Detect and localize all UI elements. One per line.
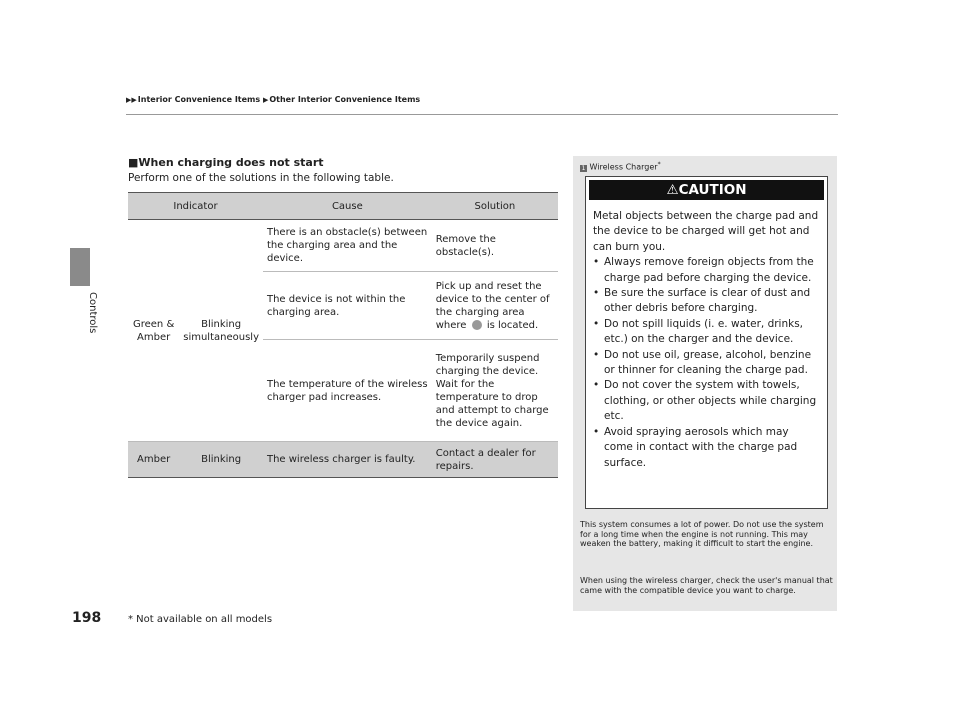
solution-cell: Pick up and reset the device to the center of the charging area where is located. bbox=[432, 272, 558, 340]
table-header-row bbox=[128, 193, 558, 220]
caution-item: • Do not cover the system with towels, clothing, or other objects while charging etc. bbox=[593, 378, 819, 424]
caution-banner: ⚠CAUTION bbox=[589, 180, 824, 200]
indicator-state-cell: Blinking simultaneously bbox=[179, 220, 263, 442]
solutions-table bbox=[128, 192, 558, 478]
indicator-color-cell: Amber bbox=[128, 442, 179, 478]
breadcrumb-item-interior[interactable]: Interior Convenience Items bbox=[137, 95, 261, 104]
caution-body bbox=[586, 203, 827, 471]
reference-icon: 1 bbox=[581, 164, 586, 172]
breadcrumb-arrow-icon: ▶ bbox=[262, 96, 269, 104]
header-divider bbox=[126, 114, 838, 115]
caution-item: • Always remove foreign objects from the charge pad before charging the device. bbox=[593, 255, 819, 286]
caution-item: • Do not spill liquids (i. e. water, drinks, etc.) on the charger and the device. bbox=[593, 317, 819, 348]
header-solution: Solution bbox=[432, 193, 558, 220]
square-bullet-icon: ■ bbox=[128, 156, 139, 169]
caution-box bbox=[585, 176, 828, 509]
solution-cell: Remove the obstacle(s). bbox=[432, 220, 558, 272]
warning-icon: ⚠ bbox=[666, 182, 679, 198]
manual-note: When using the wireless charger, check the user's manual that came with the compatible device you want to charge. bbox=[580, 576, 833, 595]
caution-list bbox=[593, 255, 819, 471]
header-cause: Cause bbox=[263, 193, 432, 220]
caution-item: • Be sure the surface is clear of dust and other debris before charging. bbox=[593, 286, 819, 317]
table-row bbox=[128, 220, 558, 272]
section-heading: ■When charging does not start bbox=[128, 156, 324, 169]
caution-item: • Do not use oil, grease, alcohol, benzine or thinner for cleaning the charge pad. bbox=[593, 348, 819, 379]
side-panel bbox=[573, 156, 837, 611]
section-tab bbox=[70, 248, 90, 286]
caution-intro: Metal objects between the charge pad and the device to be charged will get hot and can burn you. bbox=[593, 210, 819, 253]
breadcrumb bbox=[126, 95, 420, 104]
page-number: 198 bbox=[72, 610, 102, 626]
section-label: Controls bbox=[87, 292, 98, 334]
section-intro: Perform one of the solutions in the following table. bbox=[128, 172, 394, 184]
indicator-state-cell: Blinking bbox=[179, 442, 263, 478]
header-indicator: Indicator bbox=[128, 193, 263, 220]
solution-cell: Temporarily suspend charging the device. Wait for the temperature to drop and attempt to charge the device again. bbox=[432, 340, 558, 442]
cause-cell: The temperature of the wireless charger pad increases. bbox=[263, 340, 432, 442]
breadcrumb-arrow-icon: ▶▶ bbox=[126, 96, 137, 104]
cause-cell: The wireless charger is faulty. bbox=[263, 442, 432, 478]
footnote: * Not available on all models bbox=[128, 614, 273, 625]
power-note: This system consumes a lot of power. Do not use the system for a long time when the engine is not running. This may weaken the battery, making it difficult to start the engine. bbox=[580, 520, 824, 548]
solution-cell: Contact a dealer for repairs. bbox=[432, 442, 558, 478]
cause-cell: There is an obstacle(s) between the charging area and the device. bbox=[263, 220, 432, 272]
table-row bbox=[128, 442, 558, 478]
charging-area-icon bbox=[472, 320, 482, 330]
indicator-color-cell: Green & Amber bbox=[128, 220, 179, 442]
breadcrumb-item-other[interactable]: Other Interior Convenience Items bbox=[269, 95, 421, 104]
caution-item: • Avoid spraying aerosols which may come in contact with the charge pad surface. bbox=[593, 425, 819, 471]
panel-heading: 1 Wireless Charger* bbox=[581, 161, 661, 172]
cause-cell: The device is not within the charging area. bbox=[263, 272, 432, 340]
